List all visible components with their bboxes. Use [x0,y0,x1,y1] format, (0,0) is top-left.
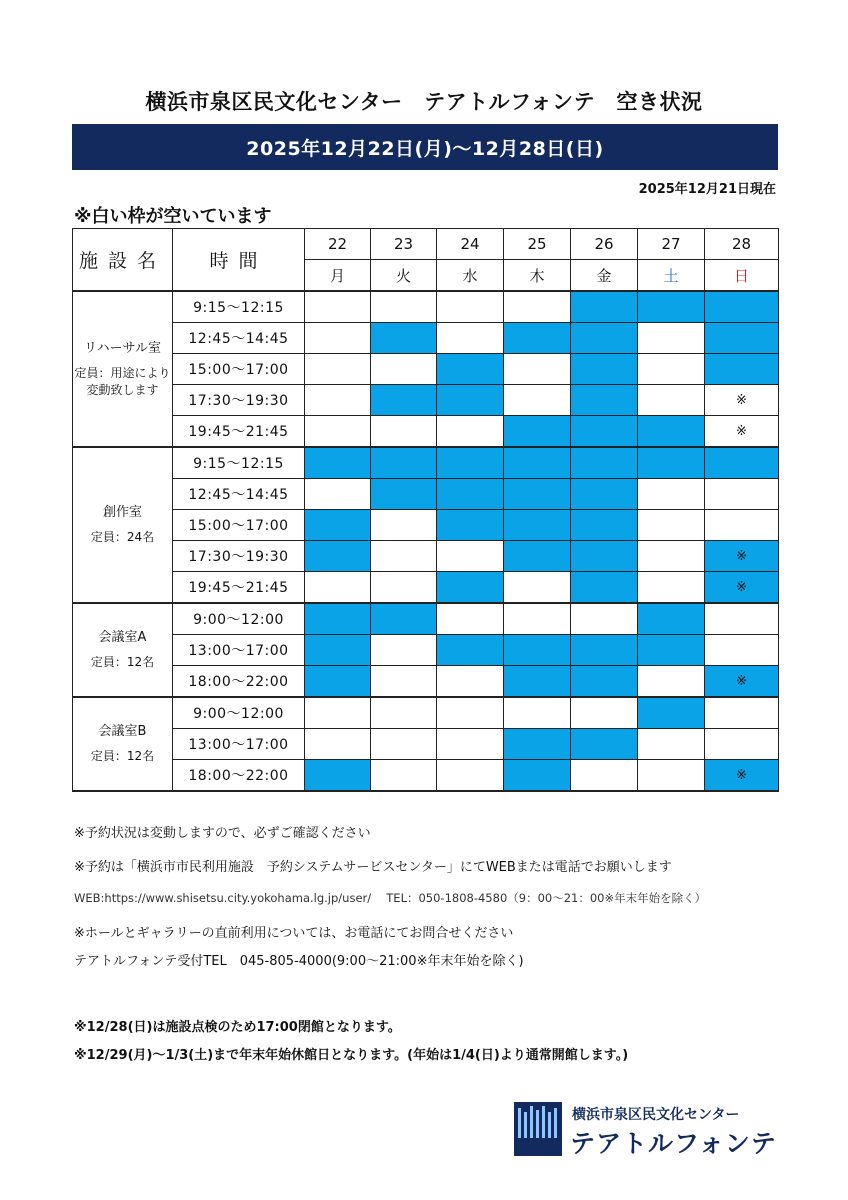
slot-available [437,541,504,572]
facility-name: 会議室A [98,630,147,645]
table-row [73,760,779,792]
slot-available [504,697,571,729]
slot-available [371,635,437,666]
slot-booked [638,447,705,479]
slot-booked [571,291,638,323]
slot-booked [571,635,638,666]
slot-booked [638,697,705,729]
slot-booked [571,479,638,510]
weekday-header: 木 [504,260,571,292]
slot-available [504,385,571,416]
as-of-date: 2025年12月21日現在 [638,182,776,197]
period-banner: 2025年12月22日(月)～12月28日(日) [72,124,778,170]
slot-available [305,479,371,510]
slot-available [371,666,437,698]
slot-available [638,666,705,698]
slot-available [371,354,437,385]
weekday-header: 月 [305,260,371,292]
slot-available [437,697,504,729]
facility-cell [73,603,173,697]
slot-available [638,572,705,604]
slot-booked [638,635,705,666]
slot-available [705,729,779,760]
date-header: 22 [305,229,371,260]
weekday-header: 火 [371,260,437,292]
slot-booked [437,354,504,385]
table-row [73,603,779,635]
facility-capacity: 定員：12名 [90,749,155,763]
facility-capacity: 定員：12名 [90,655,155,669]
slot-available [371,572,437,604]
table-row [73,385,779,416]
slot-booked [571,447,638,479]
slot-booked [504,635,571,666]
slot-booked [504,666,571,698]
time-slot-label: 9:15～12:15 [173,291,305,323]
time-slot-label: 17:30～19:30 [173,541,305,572]
slot-booked [705,291,779,323]
weekday-header: 金 [571,260,638,292]
date-header: 27 [638,229,705,260]
table-row [73,479,779,510]
slot-booked [504,447,571,479]
slot-booked [437,635,504,666]
slot-available [305,729,371,760]
slot-booked [305,447,371,479]
slot-booked [437,385,504,416]
time-slot-label: 17:30～19:30 [173,385,305,416]
slot-available [638,354,705,385]
slot-available [437,603,504,635]
slot-booked [504,479,571,510]
theatre-mark-icon [514,1102,562,1156]
table-row [73,541,779,572]
slot-booked: ※ [705,666,779,698]
slot-available [638,385,705,416]
slot-booked [571,541,638,572]
time-slot-label: 13:00～17:00 [173,635,305,666]
slot-booked [371,447,437,479]
facility-cell [73,291,173,447]
slot-booked [571,385,638,416]
slot-booked [504,416,571,448]
table-row [73,510,779,541]
slot-available [437,323,504,354]
slot-available [437,291,504,323]
slot-available [705,510,779,541]
slot-available [305,697,371,729]
weekday-header: 水 [437,260,504,292]
slot-available [371,729,437,760]
slot-booked [571,729,638,760]
slot-available [305,291,371,323]
slot-booked [371,479,437,510]
facility-capacity: 定員：24名 [90,530,155,544]
time-slot-label: 19:45～21:45 [173,416,305,448]
slot-booked [705,447,779,479]
facility-name: 創作室 [102,505,142,520]
slot-available [305,385,371,416]
slot-booked [305,541,371,572]
slot-available [437,666,504,698]
slot-available [638,729,705,760]
note-holidays: ※12/29(月)～1/3(土)まで年末年始休館日となります。(年始は1/4(日)より通常開館します。) [74,1048,629,1063]
table-row [73,323,779,354]
time-slot-label: 15:00～17:00 [173,510,305,541]
date-header: 28 [705,229,779,260]
theatre-logo [514,1100,784,1158]
page-title: 横浜市泉区民文化センター テアトルフォンテ 空き状況 [145,90,703,114]
note-closing: ※12/28(日)は施設点検のため17:00閉館となります。 [74,1020,401,1035]
logo-center-name: 横浜市泉区民文化センター [572,1107,740,1123]
slot-booked [638,291,705,323]
time-slot-label: 13:00～17:00 [173,729,305,760]
slot-available [638,541,705,572]
slot-booked [371,603,437,635]
slot-available [305,323,371,354]
note-change: ※予約状況は変動しますので、必ずご確認ください [74,826,371,841]
note-hall-gallery: ※ホールとギャラリーの直前利用については、お電話にてお問合せください [74,926,514,941]
white-cell-note: ※白い枠が空いています [74,206,272,227]
date-header: 24 [437,229,504,260]
slot-available [504,291,571,323]
slot-booked [504,729,571,760]
slot-available: ※ [705,385,779,416]
slot-available [638,760,705,792]
table-row [73,572,779,604]
slot-available [305,572,371,604]
time-header: 時間 [173,229,305,292]
note-reservation: ※予約は「横浜市市民利用施設 予約システムサービスセンター」にてWEBまたは電話でお願いします [74,860,672,875]
slot-booked [305,603,371,635]
facility-cell [73,447,173,603]
slot-available [371,760,437,792]
table-row [73,416,779,448]
slot-available [638,479,705,510]
slot-available [571,697,638,729]
slot-booked [371,323,437,354]
slot-booked [571,666,638,698]
slot-available [638,323,705,354]
table-row [73,666,779,698]
slot-available [638,510,705,541]
table-row [73,447,779,479]
slot-booked [705,323,779,354]
slot-booked [571,572,638,604]
slot-booked [705,354,779,385]
weekday-header: 土 [638,260,705,292]
slot-available [705,635,779,666]
slot-available [437,760,504,792]
slot-booked [437,479,504,510]
time-slot-label: 9:15～12:15 [173,447,305,479]
facility-name: リハーサル室 [84,340,161,356]
slot-available [571,603,638,635]
slot-available [504,354,571,385]
note-web-tel: WEB:https://www.shisetsu.city.yokohama.lg.jp/user/ TEL：050-1808-4580（9：00～21：00※年末年始を除く） [74,891,707,905]
slot-booked: ※ [705,572,779,604]
slot-booked [638,603,705,635]
slot-booked [571,354,638,385]
facility-capacity: 定員：用途により変動致します [74,365,171,397]
time-slot-label: 9:00～12:00 [173,603,305,635]
slot-booked [305,666,371,698]
table-row [73,697,779,729]
slot-available [371,541,437,572]
table-row [73,729,779,760]
time-slot-label: 15:00～17:00 [173,354,305,385]
slot-available [705,479,779,510]
time-slot-label: 18:00～22:00 [173,666,305,698]
slot-available [305,416,371,448]
slot-available [705,697,779,729]
slot-available [437,416,504,448]
slot-available [571,760,638,792]
time-slot-label: 9:00～12:00 [173,697,305,729]
date-header: 23 [371,229,437,260]
slot-booked [504,323,571,354]
slot-booked [571,416,638,448]
time-slot-label: 19:45～21:45 [173,572,305,604]
slot-available [371,697,437,729]
slot-booked [305,635,371,666]
weekday-header: 日 [705,260,779,292]
table-row [73,354,779,385]
availability-table [72,228,779,792]
facility-header: 施設名 [73,229,173,292]
table-row [73,291,779,323]
slot-available [504,603,571,635]
note-reception-tel: テアトルフォンテ受付TEL 045-805-4000(9:00～21:00※年末年始を除く) [74,954,524,969]
time-slot-label: 18:00～22:00 [173,760,305,792]
slot-available [437,729,504,760]
facility-cell [73,697,173,791]
facility-name: 会議室B [98,724,147,739]
slot-booked: ※ [705,760,779,792]
slot-available [504,572,571,604]
slot-available [371,416,437,448]
slot-available [305,354,371,385]
slot-available [371,291,437,323]
slot-booked [504,541,571,572]
slot-booked [504,760,571,792]
slot-booked: ※ [705,541,779,572]
logo-title: テアトルフォンテ [570,1129,777,1158]
slot-booked [571,323,638,354]
slot-booked [437,572,504,604]
slot-available: ※ [705,416,779,448]
time-slot-label: 12:45～14:45 [173,323,305,354]
slot-booked [437,447,504,479]
slot-booked [638,416,705,448]
slot-booked [371,385,437,416]
table-row [73,635,779,666]
time-slot-label: 12:45～14:45 [173,479,305,510]
slot-booked [305,510,371,541]
slot-available [371,510,437,541]
slot-booked [437,510,504,541]
slot-booked [571,510,638,541]
date-header: 26 [571,229,638,260]
slot-booked [305,760,371,792]
slot-available [705,603,779,635]
slot-booked [504,510,571,541]
date-header: 25 [504,229,571,260]
